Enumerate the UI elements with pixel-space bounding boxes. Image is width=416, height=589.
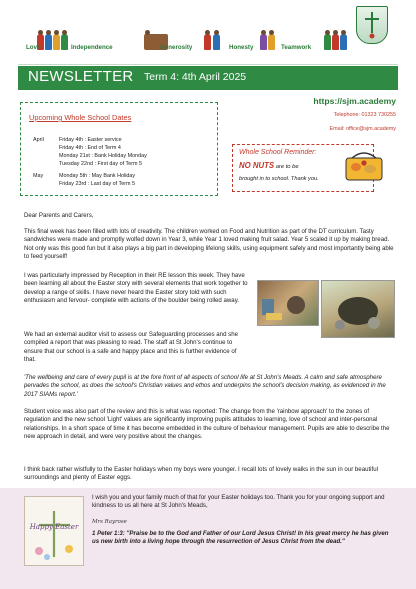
- lunchbox-image: [342, 148, 386, 182]
- reminder-line-2: brought in to school. Thank you.: [239, 176, 319, 182]
- values-banner: [0, 28, 416, 64]
- date-month: May: [33, 173, 44, 179]
- value-independence: Independence: [71, 44, 113, 51]
- child-figure-icon: [45, 34, 52, 50]
- easter-garden-photo: [321, 280, 395, 338]
- child-figure-icon: [332, 34, 339, 50]
- paragraph-reception-re: I was particularly impressed by Reception in their RE lesson this week. They have been learning all about the Easter story with several elements that work together to develop a range of skills. I have never heard the Easter story told with such enthusiasm and fervour- complete with actions of the boulder being rolled away.: [24, 272, 248, 305]
- newsletter-title: NEWSLETTER: [28, 68, 134, 85]
- school-crest-logo: [356, 6, 388, 44]
- greeting: Dear Parents and Carers,: [24, 212, 94, 219]
- date-month: April: [33, 137, 44, 143]
- paragraph-food-nutrition: This final week has been filled with lots of creativity. The children worked on Food and Nutrition as part of the DT curriculum. Tasty sandwiches were made and promptly wolfed down in Year 3, while Year 1 loved making fruit salad. Year 5 scaled it up by making bread. Not only was this good fun but it also plays a big part in developing lifelong skills, using equipment safely and most importantly being able to feed yourself!: [24, 228, 394, 261]
- banner-divider: [18, 64, 398, 65]
- date-entry: Friday 4th : Easter service: [59, 137, 122, 143]
- school-email[interactable]: Email: office@sjm.academy: [329, 126, 396, 132]
- footer-easter-wish: I wish you and your family much of that for your Easter holidays too. Thank you for your ongoing support and kindness to us all here at St John's Meads,: [92, 494, 385, 510]
- value-honesty: Honesty: [229, 44, 254, 51]
- value-generosity: Generosity: [160, 44, 193, 51]
- bible-verse: 1 Peter 1:3: "Praise be to the God and Father of our Lord Jesus Christ! In his great mercy he has given us new birth into a living hope through the resurrection of Jesus Christ from the dead.": [92, 530, 389, 546]
- child-figure-icon: [260, 34, 267, 50]
- child-figure-icon: [268, 34, 275, 50]
- easter-card-text: Happy Easter: [29, 523, 79, 531]
- easter-card-image: [24, 496, 84, 566]
- auditor-quote: 'The wellbeing and care of every pupil is at the fore front of all aspects of school life at St John's Meads. A calm and safe atmosphere pervades the school, as does the school's Christian values and ethos and underpins the school's decision making, as evidenced in the 2017 SIAMs report.': [24, 374, 386, 398]
- child-figure-icon: [204, 34, 211, 50]
- reminder-heading: Whole School Reminder:: [239, 149, 317, 156]
- child-figure-icon: [61, 34, 68, 50]
- headteacher-signature: Mrs Rayrose: [92, 519, 127, 525]
- child-figure-icon: [53, 34, 60, 50]
- reminder-text: are to be: [274, 164, 299, 170]
- date-entry: Friday 23rd : Last day of Term 5: [59, 181, 136, 187]
- date-entry: Monday 5th : May Bank Holiday: [59, 173, 136, 179]
- child-figure-icon: [213, 34, 220, 50]
- value-teamwork: Teamwork: [281, 44, 312, 51]
- newsletter-term-date: Term 4: 4th April 2025: [144, 71, 247, 83]
- child-figure-icon: [340, 34, 347, 50]
- upcoming-dates-heading: Upcoming Whole School Dates: [29, 113, 132, 122]
- paragraph-student-voice: Student voice was also part of the review and this is what was reported: The change from the 'rainbow approach' to the zones of regulation and the new school 'Light' values are significantly improving pupils attitudes to learning, love of school and inter-personal relationships. In a short space of time it has become embedded in the culture of behaviour management. Pupils are able to describe the new approach in detail, and were very positive about the changes.: [24, 408, 390, 441]
- paragraph-safeguarding: We had an external auditor visit to assess our Safeguarding processes and she compiled a report that was pleasing to read. The staff at St John's continue to ensure that our school is a safe and happy place and this is further evidence of that.: [24, 331, 238, 364]
- value-love: Love: [26, 44, 41, 51]
- date-entry: Monday 21st : Bank Holiday Monday: [59, 153, 147, 159]
- newsletter-header-bar: [18, 66, 398, 90]
- school-website-link[interactable]: https://sjm.academy: [313, 96, 396, 106]
- easter-story-photo: [257, 280, 319, 326]
- school-telephone: Telephone: 01323 730255: [333, 112, 396, 118]
- date-entry: Tuesday 22nd : First day of Term 5: [59, 161, 142, 167]
- date-entry: Friday 4th : End of Term 4: [59, 145, 121, 151]
- child-figure-icon: [324, 34, 331, 50]
- reminder-emphasis: NO NUTS: [239, 161, 275, 170]
- reminder-line-1: [239, 161, 299, 170]
- paragraph-easter-holidays: I think back rather wistfully to the Easter holidays when my boys were younger. I recall lots of lovely walks in the sun in our beautiful surroundings and plenty of Easter eggs.: [24, 466, 378, 482]
- upcoming-dates-box: [20, 102, 218, 196]
